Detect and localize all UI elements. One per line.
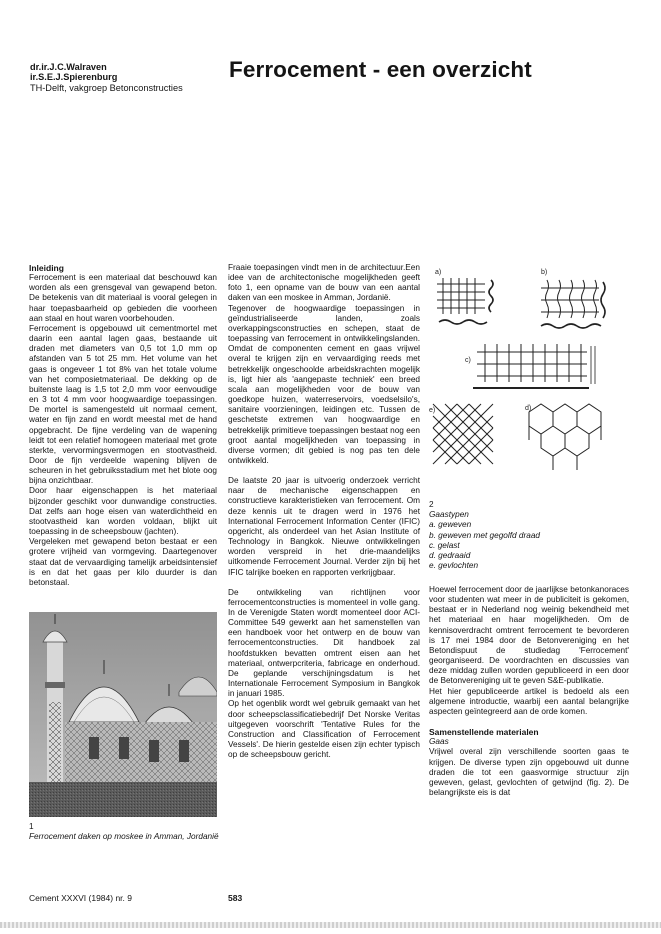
section-heading-materialen: Samenstellende materialen: [429, 727, 539, 738]
figure-2-item: a. geweven: [429, 520, 472, 530]
mosque-photo: [29, 612, 217, 817]
mesh-braided: [433, 404, 493, 464]
paragraph: De laatste 20 jaar is uitvoerig onderzoek verricht naar de mechanische eigenschappen en constructieve karakteristieken van ferrocement. Om deze kennis uit te dragen werd in 1976 het International Ferrocement Information Center (IFIC) opgericht, als onderdeel van het Asian Institute of Technology in Bangkok. Nieuwe ontwikkelingen worden verspreid in het drie-maandelijks uitkomende Ferrocement Journal. Verder zijn bij het IFIC talrijke boeken en rapporten verkrijgbaar.: [228, 476, 420, 577]
paragraph: Ferrocement is opgebouwd uit cementmortel met daarin een aantal lagen gaas, bestaande uit draden met diameters van 0,5 tot 1,0 mm op afstanden van 5 tot 25 mm. Het volume van het gaas is ongeveer 1 tot 8% van het totale volume van het composietmateriaal. De dekking op de buitenste laag is 1,5 tot 2,0 mm voor eenvoudige en 3 tot 4 mm voor hoogwaardige toepassingen. De mortel is samengesteld uit normaal cement, water en fijn zand en wordt meestal met de hand opgebracht. De fijne verdeling van de wapening leidt tot een relatief homogeen materiaal met grote sterkte, vervormingsvermogen en stootvastheid. Door de fijn verdeelde wapening blijven de scheuren in het gebruiksstadium met het blote oog bijna onzichtbaar.: [29, 323, 217, 486]
mesh-hexagonal: [529, 404, 601, 470]
column-2: [228, 263, 420, 760]
page-bottom-edge: [0, 922, 661, 928]
label-d: d): [525, 405, 532, 412]
label-a: a): [435, 269, 442, 276]
column-3: [429, 585, 629, 798]
figure-2-item: c. gelast: [429, 540, 460, 550]
label-c: c): [465, 357, 471, 364]
author-2: ir.S.E.J.Spierenburg: [30, 72, 118, 83]
subheading-gaas: Gaas: [429, 737, 449, 747]
affiliation: TH-Delft, vakgroep Betonconstructies: [30, 82, 183, 93]
paragraph: Vergeleken met gewapend beton bestaat er een grotere vrijheid van vormgeving. Daartegenover staat dat de vervaardiging tamelijk arbeidsintensief is en dat het gaas per kilo duurder is dan betonstaal.: [29, 537, 217, 587]
mesh-corrugated: [541, 280, 605, 328]
mesh-types-diagram: [429, 262, 634, 492]
figure-2-number: 2: [429, 500, 434, 509]
article-title: Ferrocement - een overzicht: [229, 57, 532, 82]
figure-2-item: e. gevlochten: [429, 561, 479, 571]
figure-2-item: d. gedraaid: [429, 551, 471, 561]
paragraph: Vrijwel overal zijn verschillende soorten gaas te krijgen. De diverse typen zijn opgebouwd uit dunne draden die tot een gaasvormige structuur zijn geweven, gelast, gevlochten of getwijnd (fig. 2). De belangrijkste eis is dat: [429, 747, 629, 797]
paragraph: De ontwikkeling van richtlijnen voor ferrocementconstructies is momenteel in volle gang. In de Verenigde Staten wordt momenteel door ACI-Committee 549 gewerkt aan het samenstellen van een handboek voor het ontwerp en de bouw van ferrocementconstructies. Dit handboek zal hoofdstukken bevatten omtrent eisen aan het materiaal, ontwerpcriteria, fabricage en onderhoud. De geplande verschijningsdatum is het Internationale Ferrocement Symposium in Bangkok in januari 1985.: [228, 587, 420, 699]
figure-1-caption: [29, 822, 219, 842]
mesh-welded: [473, 344, 595, 388]
author-block: [30, 62, 183, 93]
column-1: [29, 263, 217, 588]
paragraph: Op het ogenblik wordt wel gebruik gemaakt van het door scheepsclassificatiebedrijf Det Norske Veritas uitgegeven voorschrift 'Tentative Rules for the Construction and Classification of Ferrocement Vessels'. De hierin gestelde eisen zijn echter typisch op de scheepsbouw gericht.: [228, 699, 420, 760]
mesh-woven: [437, 278, 493, 324]
figure-2-title: Gaastypen: [429, 510, 469, 520]
paragraph: Ferrocement is een materiaal dat beschouwd kan worden als een grensgeval van gewapend beton. De betekenis van dit materiaal is vooral gelegen in haar toepasbaarheid op gebieden die voorheen aan staal en hout waren voorbehouden.: [29, 273, 217, 323]
label-e: e): [429, 407, 436, 414]
paragraph: Door haar eigenschappen is het materiaal bijzonder geschikt voor dunwandige constructies. Dat zelfs aan hoge eisen van waterdichtheid en stootvastheid kan worden voldaan, blijkt uit toepassing in de scheepsbouw (jachten).: [29, 486, 217, 537]
section-heading-inleiding: Inleiding: [29, 263, 64, 273]
page-number: 583: [228, 893, 243, 903]
author-1: dr.ir.J.C.Walraven: [30, 62, 107, 72]
figure-2-item: b. geweven met gegolfd draad: [429, 530, 540, 540]
figure-2-caption: [429, 500, 629, 571]
paragraph: Het hier gepubliceerde artikel is bedoeld als een algemene introductie, waarbij een aantal belangrijke aspecten geïntegreerd aan de orde komen.: [429, 686, 629, 716]
paragraph: Hoewel ferrocement door de jaarlijkse betonkanoraces voor studenten wat meer in de publiciteit is gekomen, bestaat er in Nederland nog weinig bekendheid met het materiaal en haar mogelijkheden. Om de kennisoverdracht omtrent ferrocement te bevorderen is 17 mei 1984 door de Betonvereniging en het Betondispuut de studiedag 'Ferrocement' georganiseerd. De voordrachten en discussies van deze middag zullen worden gepubliceerd in een door de Betonvereniging uit te geven S&E-publikatie.: [429, 585, 629, 686]
paragraph: Fraaie toepasingen vindt men in de architectuur.Een idee van de architectonische mogelijkheden geeft foto 1, een opname van de bouw van een aantal daken van een moskee in Amman, Jordanië.: [228, 263, 420, 303]
figure-1-caption-text: Ferrocement daken op moskee in Amman, Jordanië: [29, 832, 219, 842]
label-b: b): [541, 269, 548, 276]
paragraph: Tegenover de hoogwaardige toepassingen in geïndustrialiseerde landen, zoals overkappingsconstructies en schepen, staat de toepassing van ferrocement in ontwikkelingslanden. Omdat de componenten cement en gaas vrijwel overal te krijgen zijn en vervaardiging reeds met betrekkelijk ongeschoolde arbeidskrachten mogelijk is, ligt hier als 'aangepaste techniek' een breed scala aan mogelijkheden voor de bouw van goedkope huizen, waterreservoirs, voedselsilo's, sanitaire voorzieningen, leidingen etc. Tussen de geschetste extremen van hoogwaardige en betrekkelijk primitieve toepassingen bestaat nog een groot aantal mogelijkheden van toepassing in diverse vormen; dit gebied is nog pas ten dele ontwikkeld.: [228, 303, 420, 465]
figure-1-number: 1: [29, 822, 34, 831]
journal-reference: Cement XXXVI (1984) nr. 9: [29, 893, 132, 903]
